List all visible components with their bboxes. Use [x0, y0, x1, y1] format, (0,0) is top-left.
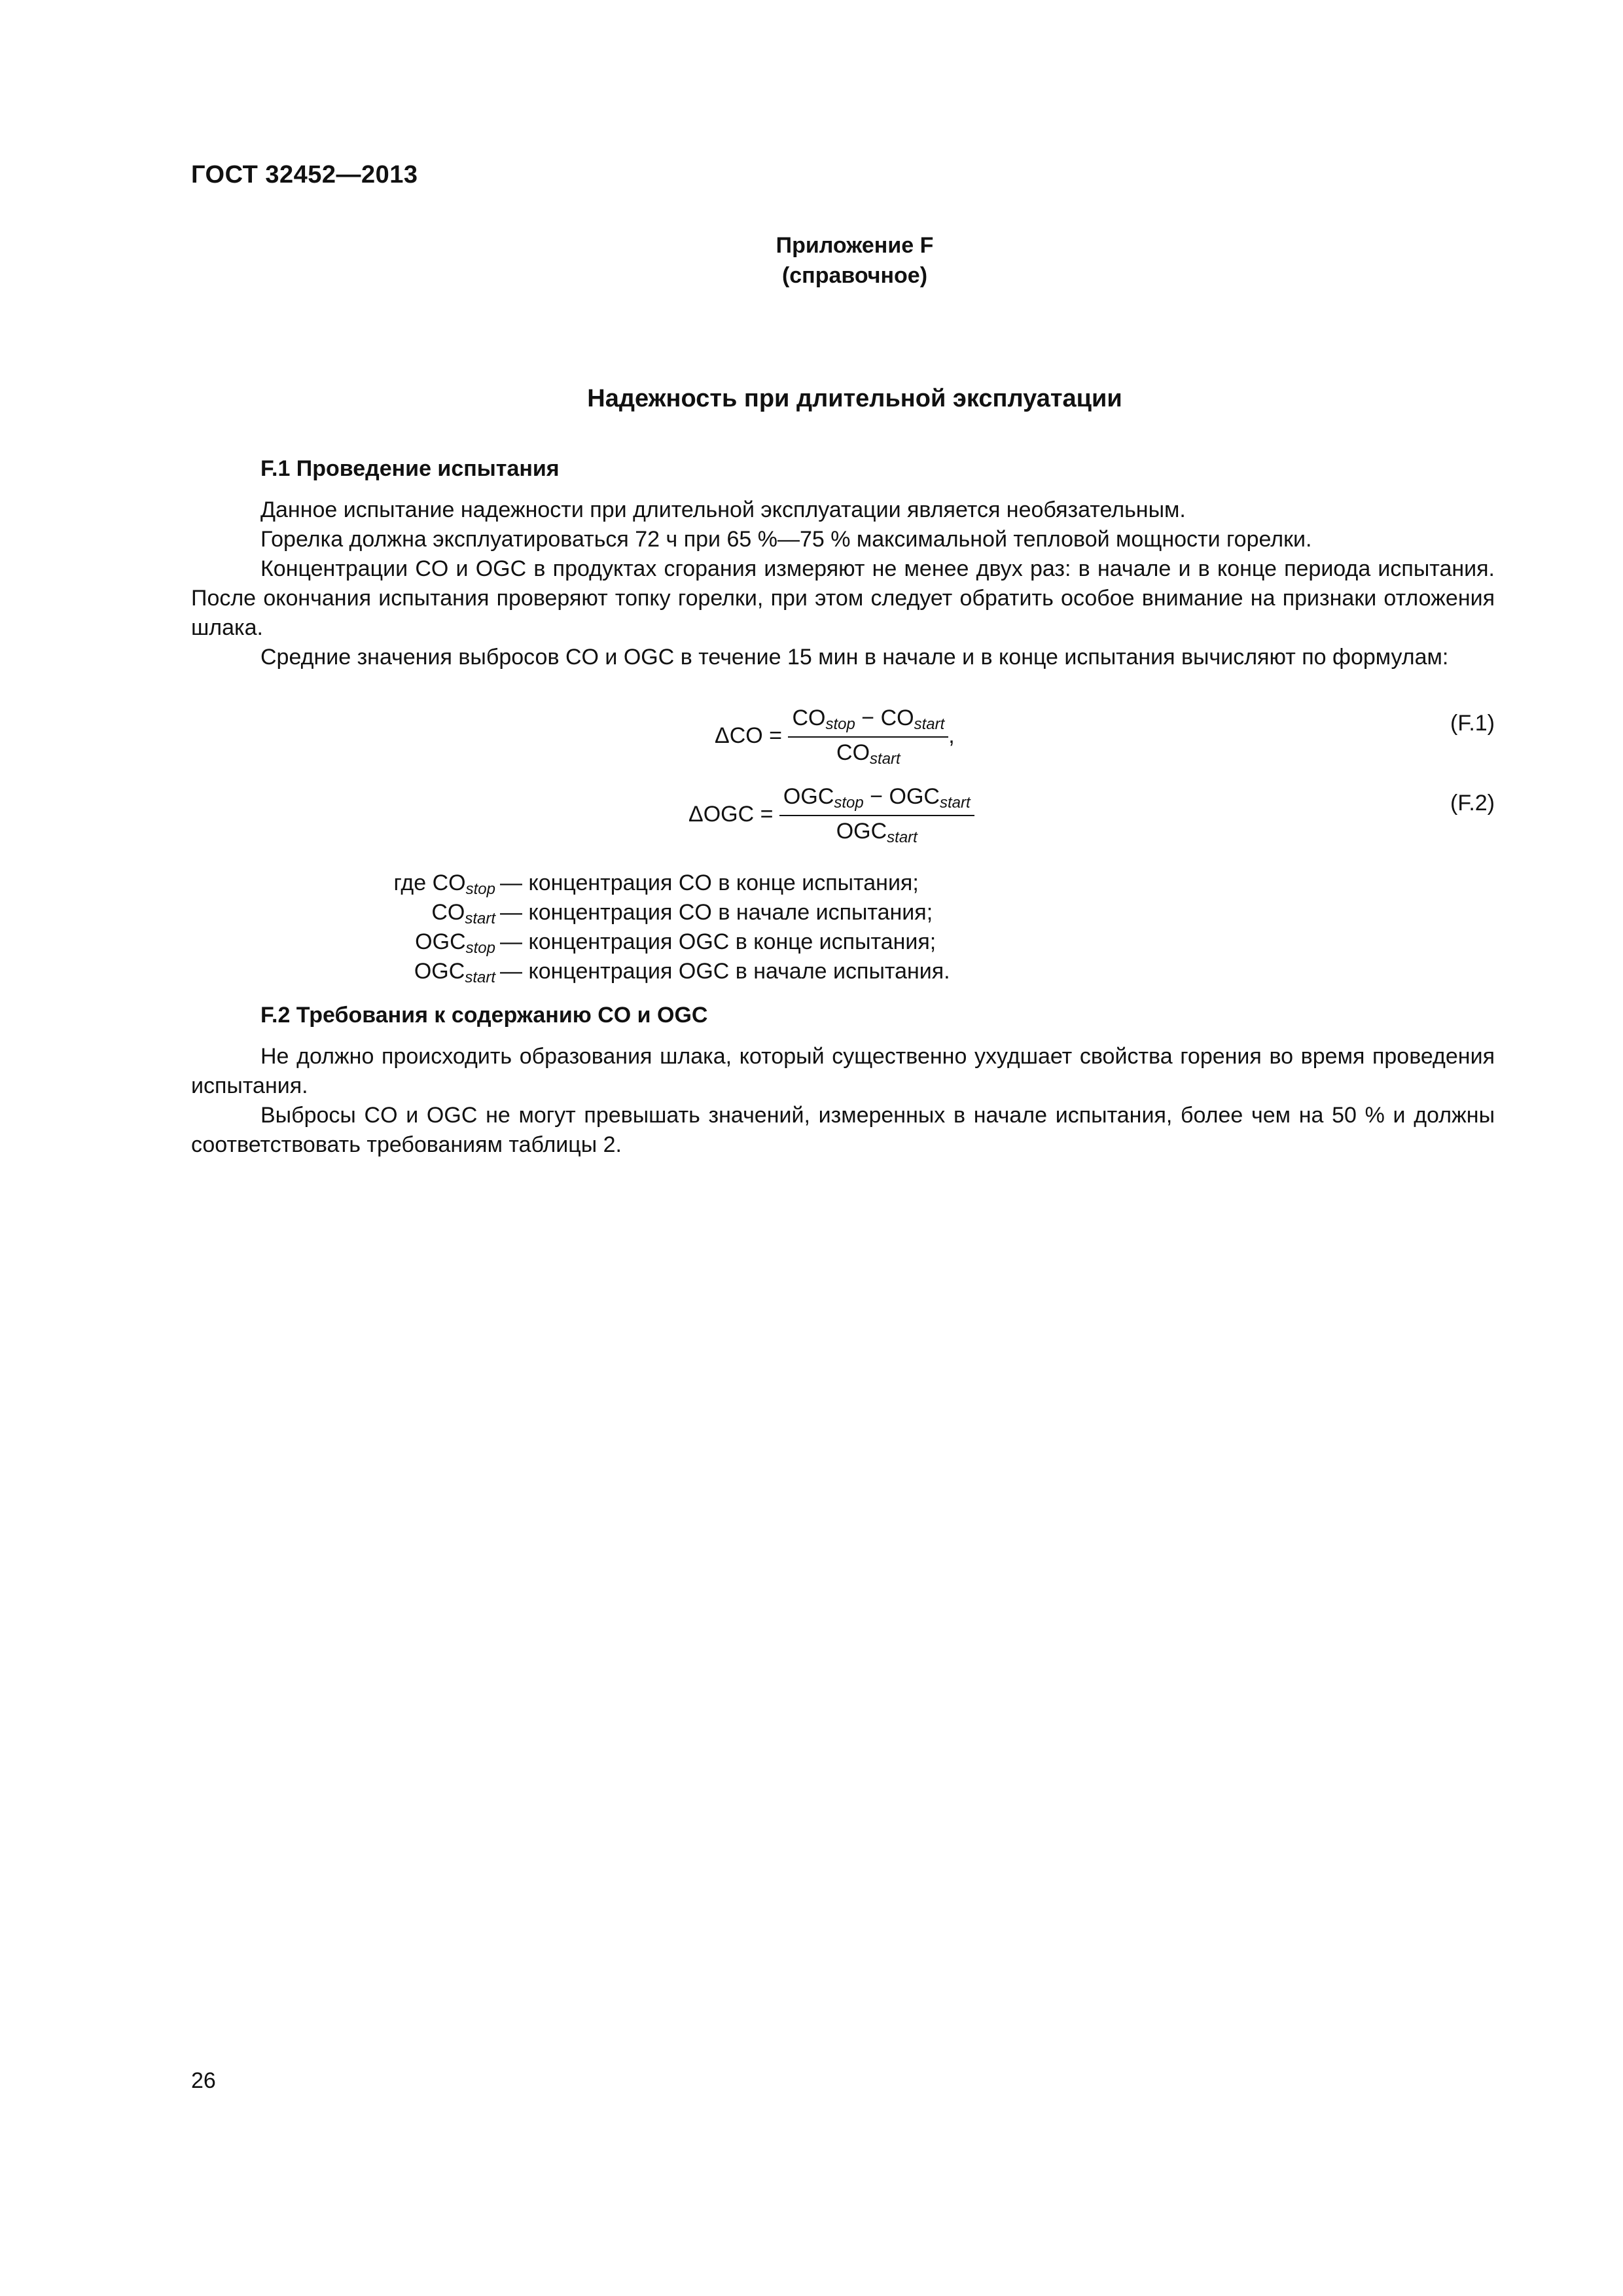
legend-symbol: $OGC_{stop}$ [415, 929, 495, 957]
legend-symbol: $OGC_{start}$ [414, 959, 495, 986]
formula-denominator: $CO_{start}$ [836, 740, 901, 768]
formula-numerator: $CO_{stop} - CO_{start}$ [788, 706, 948, 738]
formula-denominator: $OGC_{start}$ [836, 819, 918, 846]
legend-description: — концентрация CO в начале испытания; [500, 900, 933, 925]
legend-description: — концентрация OGC в начале испытания. [500, 959, 950, 984]
legend-row [191, 927, 1435, 957]
annex-title: Приложение F [776, 233, 934, 258]
main-title-text: Надежность при длительной эксплуатации [587, 385, 1122, 412]
paragraph: Не должно происходить образования шлака, который существенно ухудшает свойства горения во время проведения испытания. [191, 1044, 1495, 1098]
paragraph: Концентрации CO и OGC в продуктах сгорания измеряют не менее двух раз: в начале и в конце периода испытания. После окончания испытания проверяют топку горелки, при этом следует обратить особое внимание на признаки отложения шлака. [191, 556, 1495, 640]
legend-description: — концентрация OGC в конце испытания; [500, 929, 936, 954]
main-title [0, 385, 1623, 413]
legend-row [191, 869, 1435, 898]
formula-fraction [779, 784, 974, 847]
legend-row [191, 898, 1435, 927]
variable-legend [191, 869, 1435, 986]
legend-row [191, 957, 1435, 986]
legend-description: — концентрация CO в конце испытания; [500, 870, 919, 895]
section-f1-heading: F.1 Проведение испытания [260, 456, 560, 481]
paragraph: Данное испытание надежности при длительной эксплуатации является необязательным. [260, 497, 1186, 522]
formula-lhs: ΔOGC = [688, 801, 774, 827]
formula-tail: , [948, 723, 955, 748]
formula-lhs: ΔCO = [715, 723, 783, 748]
formula-number: (F.2) [1450, 791, 1495, 816]
formula-numerator: $OGC_{stop} - OGC_{start}$ [779, 784, 974, 816]
formula-number: (F.1) [1450, 711, 1495, 736]
annex-subtitle: (справочное) [781, 263, 928, 288]
section-f2-heading: F.2 Требования к содержанию CO и OGC [260, 1003, 708, 1028]
formula-f2 [688, 784, 974, 847]
page-number: 26 [191, 2068, 216, 2093]
legend-symbol: $CO_{start}$ [431, 900, 495, 927]
formula-fraction [788, 706, 948, 768]
formula-f1 [715, 706, 955, 768]
paragraph: Выбросы CO и OGC не могут превышать значений, измеренных в начале испытания, более чем на 50 % и должны соответствовать требованиям таблицы 2. [191, 1103, 1495, 1157]
paragraph: Горелка должна эксплуатироваться 72 ч при 65 %—75 % максимальной тепловой мощности горелки. [260, 527, 1312, 552]
annex-heading [0, 230, 1623, 291]
paragraph: Средние значения выбросов CO и OGC в течение 15 мин в начале и в конце испытания вычисляют по формулам: [260, 645, 1449, 670]
legend-symbol: где $CO_{stop}$ [393, 870, 495, 898]
document-code: ГОСТ 32452—2013 [191, 161, 418, 188]
